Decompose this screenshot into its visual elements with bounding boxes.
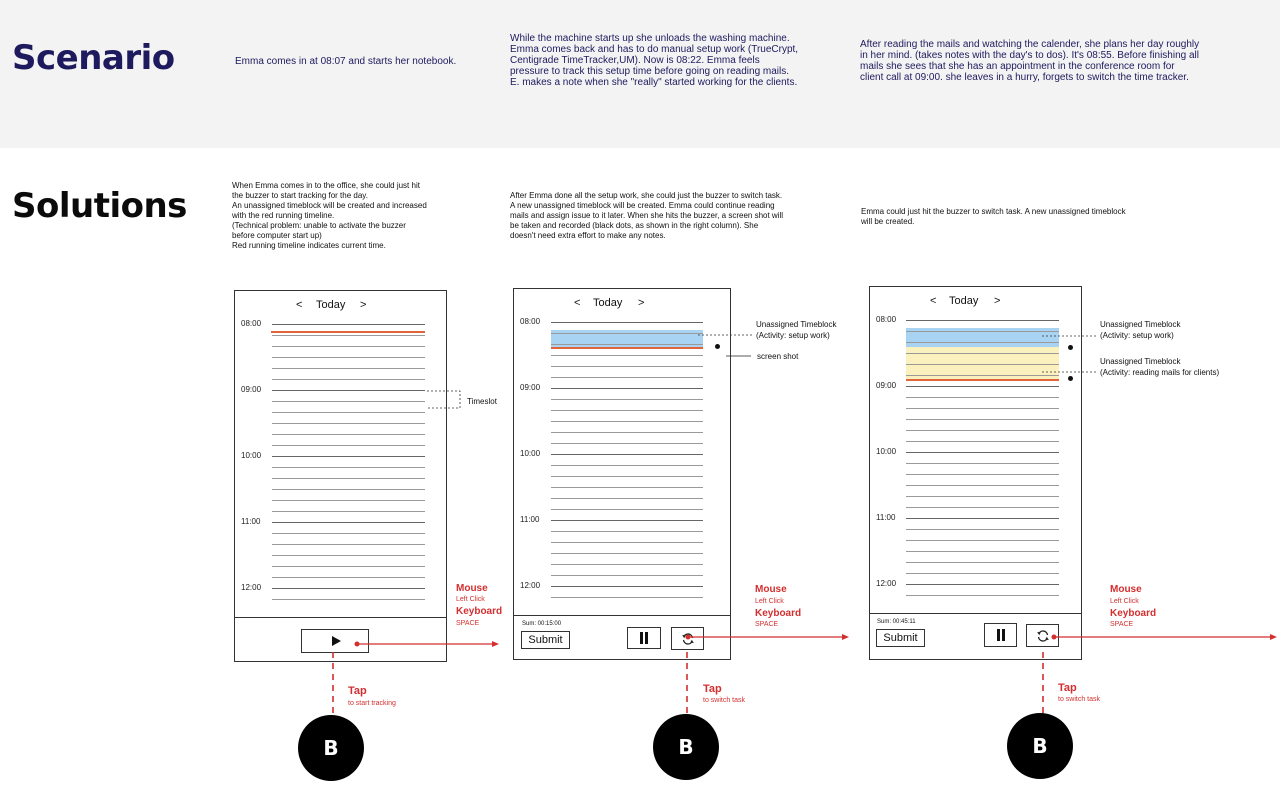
mouse-label: Mouse [755, 584, 787, 595]
day-title: Today [593, 297, 623, 309]
time-label: 10:00 [241, 451, 262, 460]
time-label: 09:00 [876, 381, 897, 390]
keyboard-label: Keyboard [1110, 608, 1157, 619]
prev-day-button[interactable]: < [574, 297, 581, 309]
solutions-text-1: When Emma comes in to the office, she could just hit the buzzer to start tracking for the day. An unassigned timeblock will be created and increased with the red running timeline. (Technical problem: unable to activate the buzzer before computer start up) Red running timeline indicates current time. [232, 181, 427, 250]
tap-switch-label: to switch task [1058, 696, 1101, 703]
next-day-button[interactable]: > [638, 297, 645, 309]
time-label: 11:00 [241, 517, 261, 526]
screen-shot-annotation: screen shot [757, 352, 799, 361]
solutions-text-3: Emma could just hit the buzzer to switch task. A new unassigned timeblock will be created. [861, 207, 1126, 226]
mouse-label: Mouse [1110, 584, 1142, 595]
tap-label: Tap [703, 683, 722, 695]
day-title: Today [316, 299, 346, 311]
time-label: 12:00 [241, 583, 262, 592]
tap-start-label: to start tracking [348, 700, 396, 707]
sum-label: Sum: 00:15:00 [522, 621, 562, 627]
screenshot-dot [1068, 345, 1073, 350]
prev-day-button[interactable]: < [930, 295, 937, 307]
mouse-label: Mouse [456, 583, 488, 594]
time-label: 09:00 [241, 385, 262, 394]
screenshot-dot [715, 344, 720, 349]
space-label: SPACE [755, 621, 779, 628]
tap-label: Tap [348, 685, 367, 697]
space-label: SPACE [456, 620, 480, 627]
unassigned-setup-annotation: Unassigned Timeblock (Activity: setup work) [756, 320, 837, 340]
left-click-label: Left Click [456, 596, 485, 603]
scenario-text-2: While the machine starts up she unloads the washing machine. Emma comes back and has to do manual setup work (TrueCrypt, Centigrade TimeTracker,UM). Now is 08:22. Emma feels pressure to track this setup time before going on reading mails. E. makes a note when she "really" started working for the clients. [510, 33, 799, 88]
day-title: Today [949, 295, 979, 307]
time-label: 08:00 [520, 317, 541, 326]
time-label: 11:00 [876, 513, 896, 522]
next-day-button[interactable]: > [994, 295, 1001, 307]
buzzer-button[interactable]: B [653, 714, 719, 780]
scenario-text-3: After reading the mails and watching the calender, she plans her day roughly in her mind. (takes notes with the day's to dos). It's 08:55. Before finishing all mails she sees that she has an appointment in the conference room for client call at 09:00. she leaves in a hurry, forgets to switch the time tracker. [860, 39, 1200, 83]
unassigned-setup-annotation: Unassigned Timeblock (Activity: setup work) [1100, 320, 1181, 340]
keyboard-label: Keyboard [755, 608, 802, 619]
buzzer-button[interactable]: B [1007, 713, 1073, 779]
submit-button[interactable]: Submit [876, 629, 925, 647]
timeslot-annotation: Timeslot [467, 397, 497, 406]
tap-switch-label: to switch task [703, 697, 746, 704]
time-label: 12:00 [876, 579, 897, 588]
prev-day-button[interactable]: < [296, 299, 303, 311]
next-day-button[interactable]: > [360, 299, 367, 311]
space-label: SPACE [1110, 621, 1134, 628]
time-label: 08:00 [241, 319, 262, 328]
submit-button[interactable]: Submit [521, 631, 570, 649]
left-click-label: Left Click [755, 598, 784, 605]
time-label: 11:00 [520, 515, 540, 524]
buzzer-button[interactable]: B [298, 715, 364, 781]
left-click-label: Left Click [1110, 598, 1139, 605]
scenario-heading: Scenario [12, 38, 175, 78]
sum-label: Sum: 00:45:11 [877, 619, 916, 625]
time-label: 10:00 [520, 449, 541, 458]
time-label: 12:00 [520, 581, 541, 590]
unassigned-mails-annotation: Unassigned Timeblock (Activity: reading mails for clients) [1100, 357, 1220, 377]
time-label: 10:00 [876, 447, 897, 456]
time-label: 09:00 [520, 383, 541, 392]
keyboard-label: Keyboard [456, 606, 503, 617]
screenshot-dot [1068, 376, 1073, 381]
time-label: 08:00 [876, 315, 897, 324]
tap-label: Tap [1058, 682, 1077, 694]
solutions-heading: Solutions [12, 186, 187, 226]
scenario-text-1: Emma comes in at 08:07 and starts her notebook. [235, 56, 457, 67]
solutions-text-2: After Emma done all the setup work, she could just the buzzer to switch task. A new unassigned timeblock will be created. Emma could continue reading mails and assign issue to it later. When she hits the buzzer, a screen shot will be taken and recorded (black dots, as shown in the right column). She doesn't need extra effort to make any notes. [510, 191, 784, 240]
